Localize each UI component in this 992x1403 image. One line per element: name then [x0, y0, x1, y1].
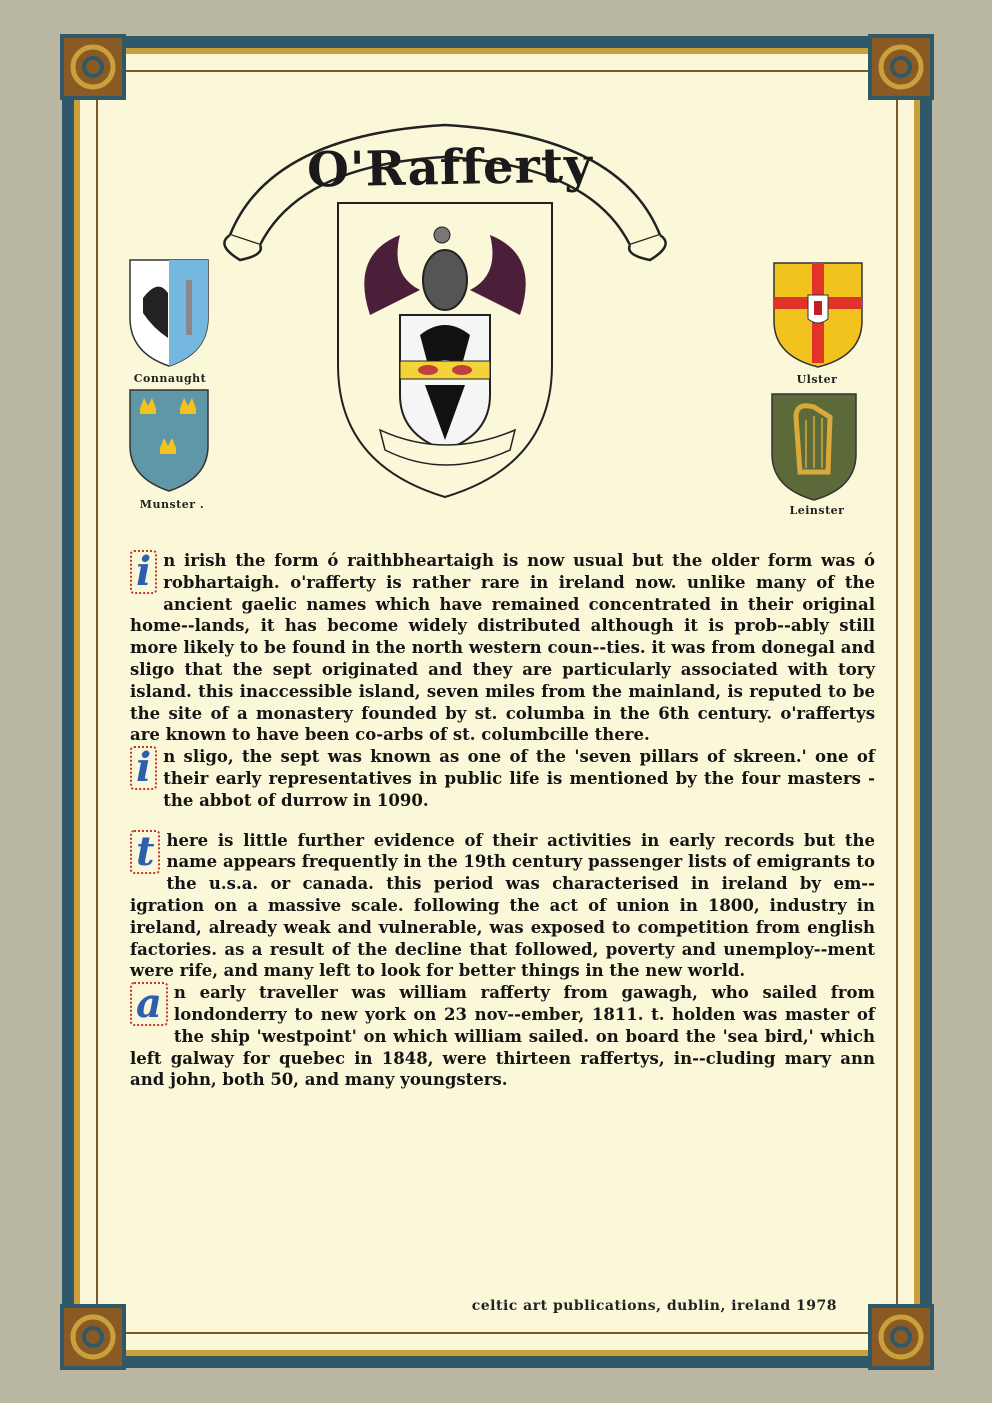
paragraph-text: n irish the form ó raithbheartaigh is now usual but the older form was ó robhartaigh. o'rafferty is rather rare in ireland now. unlike many of the ancient gaelic names which have remained concentrated in their original home--lands, it has become widely distributed although it is prob--ably still more likely to be found in the north western coun--ties. it was from donegal and sligo that the sept originated and they are particularly associated with tory island. this inaccessible island, seven miles from the mainland, is reputed to be the site of a monastery founded by st. columba in the 6th century. o'raffertys are known to have been co-arbs of st. columbcille there. — [130, 551, 875, 745]
connacht-shield — [128, 258, 210, 368]
celtic-knot-corner-icon — [866, 1302, 936, 1372]
munster-label: Munster . — [139, 498, 205, 511]
history-paragraph — [130, 746, 875, 811]
celtic-knot-corner-icon — [58, 1302, 128, 1372]
paragraph-text: here is little further evidence of their activities in early records but the name appears frequently in the 19th century passenger lists of emigrants to the u.s.a. or canada. this period was characterised in ireland by em--igration on a massive scale. following the act of union in 1800, industry in ireland, already weak and vulnerable, was exposed to competition from english factories. as a result of the decline that followed, poverty and unemploy--ment were rife, and many left to look for better things in the new world. — [130, 830, 875, 981]
family-history-text — [130, 550, 875, 1109]
publisher-credit: celtic art publications, dublin, ireland 1978 — [471, 1298, 837, 1314]
paragraph-text: n early traveller was william rafferty from gawagh, who sailed from londonderry to new york on 23 nov--ember, 1811. t. holden was master of the ship 'westpoint' on which william sailed. on board the 'sea bird,' which left galway for quebec in 1848, were thirteen raffertys, in--cluding mary ann and john, both 50, and many youngsters. — [130, 983, 875, 1090]
celtic-knot-corner-icon — [58, 32, 128, 102]
illuminated-initial: t — [130, 830, 160, 874]
history-paragraph — [130, 550, 875, 746]
celtic-knot-corner-icon — [866, 32, 936, 102]
connacht-label: Connaught — [133, 372, 207, 385]
family-name-title: O'Rafferty — [306, 137, 594, 199]
munster-shield — [128, 388, 210, 493]
history-paragraph — [130, 827, 875, 983]
ulster-label: Ulster — [796, 373, 838, 386]
illuminated-initial: a — [130, 982, 168, 1026]
leinster-label: Leinster — [789, 504, 845, 517]
leinster-shield — [770, 392, 858, 502]
paragraph-text: n sligo, the sept was known as one of the 'seven pillars of skreen.' one of their early representatives in public life is mentioned by the four masters - the abbot of durrow in 1090. — [163, 747, 875, 810]
illuminated-initial: i — [130, 746, 157, 790]
ulster-shield — [772, 261, 864, 369]
coat-of-arms — [330, 195, 560, 505]
history-paragraph — [130, 982, 875, 1091]
illuminated-initial: i — [130, 550, 157, 594]
